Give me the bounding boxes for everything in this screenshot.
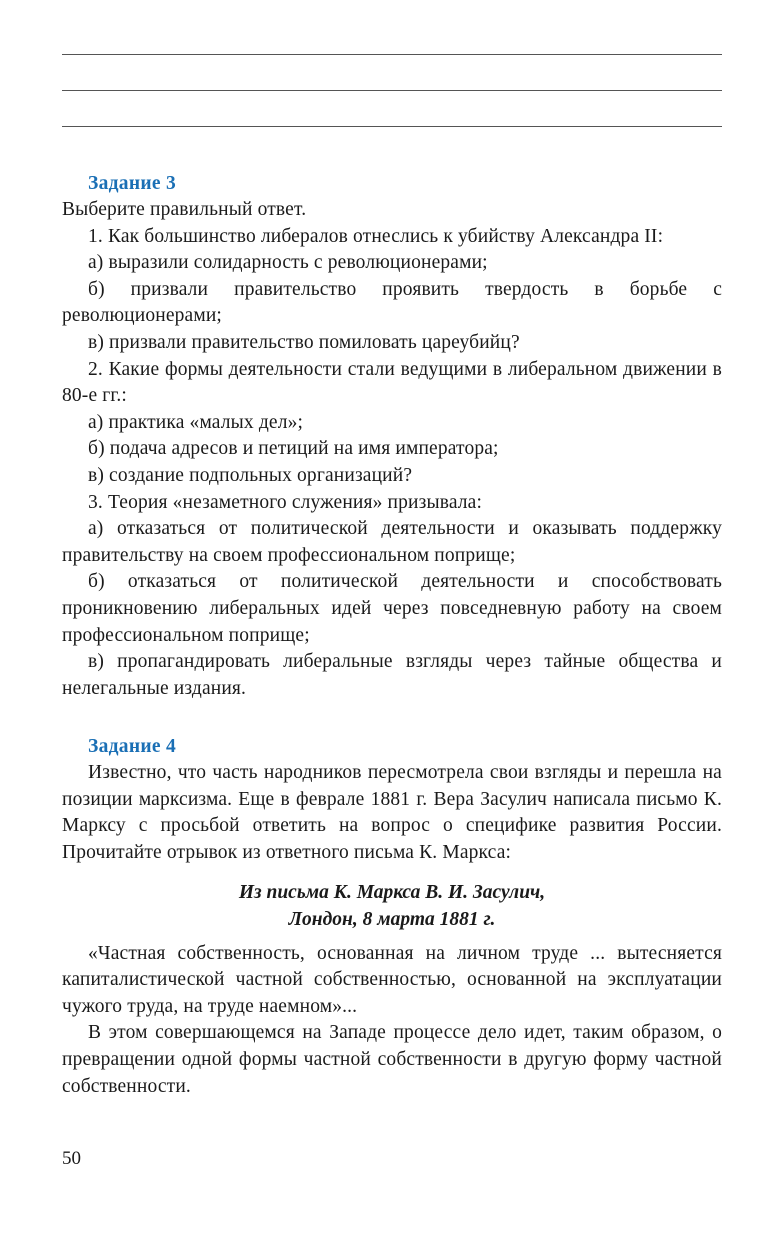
task-3-question-3-option-v: в) пропагандировать либеральные взгляды через тайные общества и нелегальные издания. [62,651,722,699]
task-3-question-2-option-v: в) создание подпольных организаций? [88,464,413,486]
page-content [62,0,722,1100]
letter-source-attribution [62,879,722,933]
task-3-question-2-stem: 2. Какие формы деятельности стали ведущими в либеральном движении в 80-е гг.: [62,358,722,407]
page-number: 50 [62,1148,81,1169]
blank-answer-lines [62,0,722,127]
task-4-intro: Известно, что часть народников пересмотрела свои взгляды и перешла на позиции марксизма. Еще в феврале 1881 г. Вера Засулич написала письмо К. Марксу с просьбой ответить на вопрос о специфике развития России. Прочитайте отрывок из ответного письма К. Маркса: [62,762,722,864]
task-3-question-3-option-a: а) отказаться от политической деятельности и оказывать поддержку правительству на своем профессиональном поприще; [62,518,722,566]
task-4-heading: Задание 4 [88,736,177,758]
letter-continuation: В этом совершающемся на Западе процессе дело идет, таким образом, о превращении одной формы частной собственности в другую форму частной собственности. [62,1022,722,1097]
letter-quote: «Частная собственность, основанная на личном труде ... вытесняется капиталистической частной собственностью, основанной на эксплуатации чужого труда, на труде наемном»... [62,942,722,1017]
task-4-section [62,736,722,1100]
task-3-question-3-stem: 3. Теория «незаметного служения» призывала: [88,491,483,513]
blank-line [62,126,722,127]
letter-source-line-1: Из письма К. Маркса В. И. Засулич, [238,881,546,903]
task-3-section [62,173,722,702]
blank-line [62,54,722,55]
task-3-question-3-option-b: б) отказаться от политической деятельности и способствовать проникновению либеральных идей через повседневную работу на своем профессиональном поприще; [62,571,722,646]
task-3-question-2-option-a: а) практика «малых дел»; [88,411,304,433]
blank-line [62,90,722,91]
task-3-question-1-option-v: в) призвали правительство помиловать цареубийц? [88,331,520,353]
task-3-instruction: Выберите правильный ответ. [62,199,307,220]
letter-source-line-2: Лондон, 8 марта 1881 г. [288,908,496,930]
task-3-question-2-option-b: б) подача адресов и петиций на имя императора; [88,438,499,460]
task-3-question-1-option-a: а) выразили солидарность с революционерами; [88,252,488,274]
task-3-question-1-option-b: б) призвали правительство проявить твердость в борьбе с революционерами; [62,278,722,327]
task-3-question-1-stem: 1. Как большинство либералов отнеслись к убийству Александра II: [88,225,664,247]
task-3-heading: Задание 3 [88,173,177,194]
